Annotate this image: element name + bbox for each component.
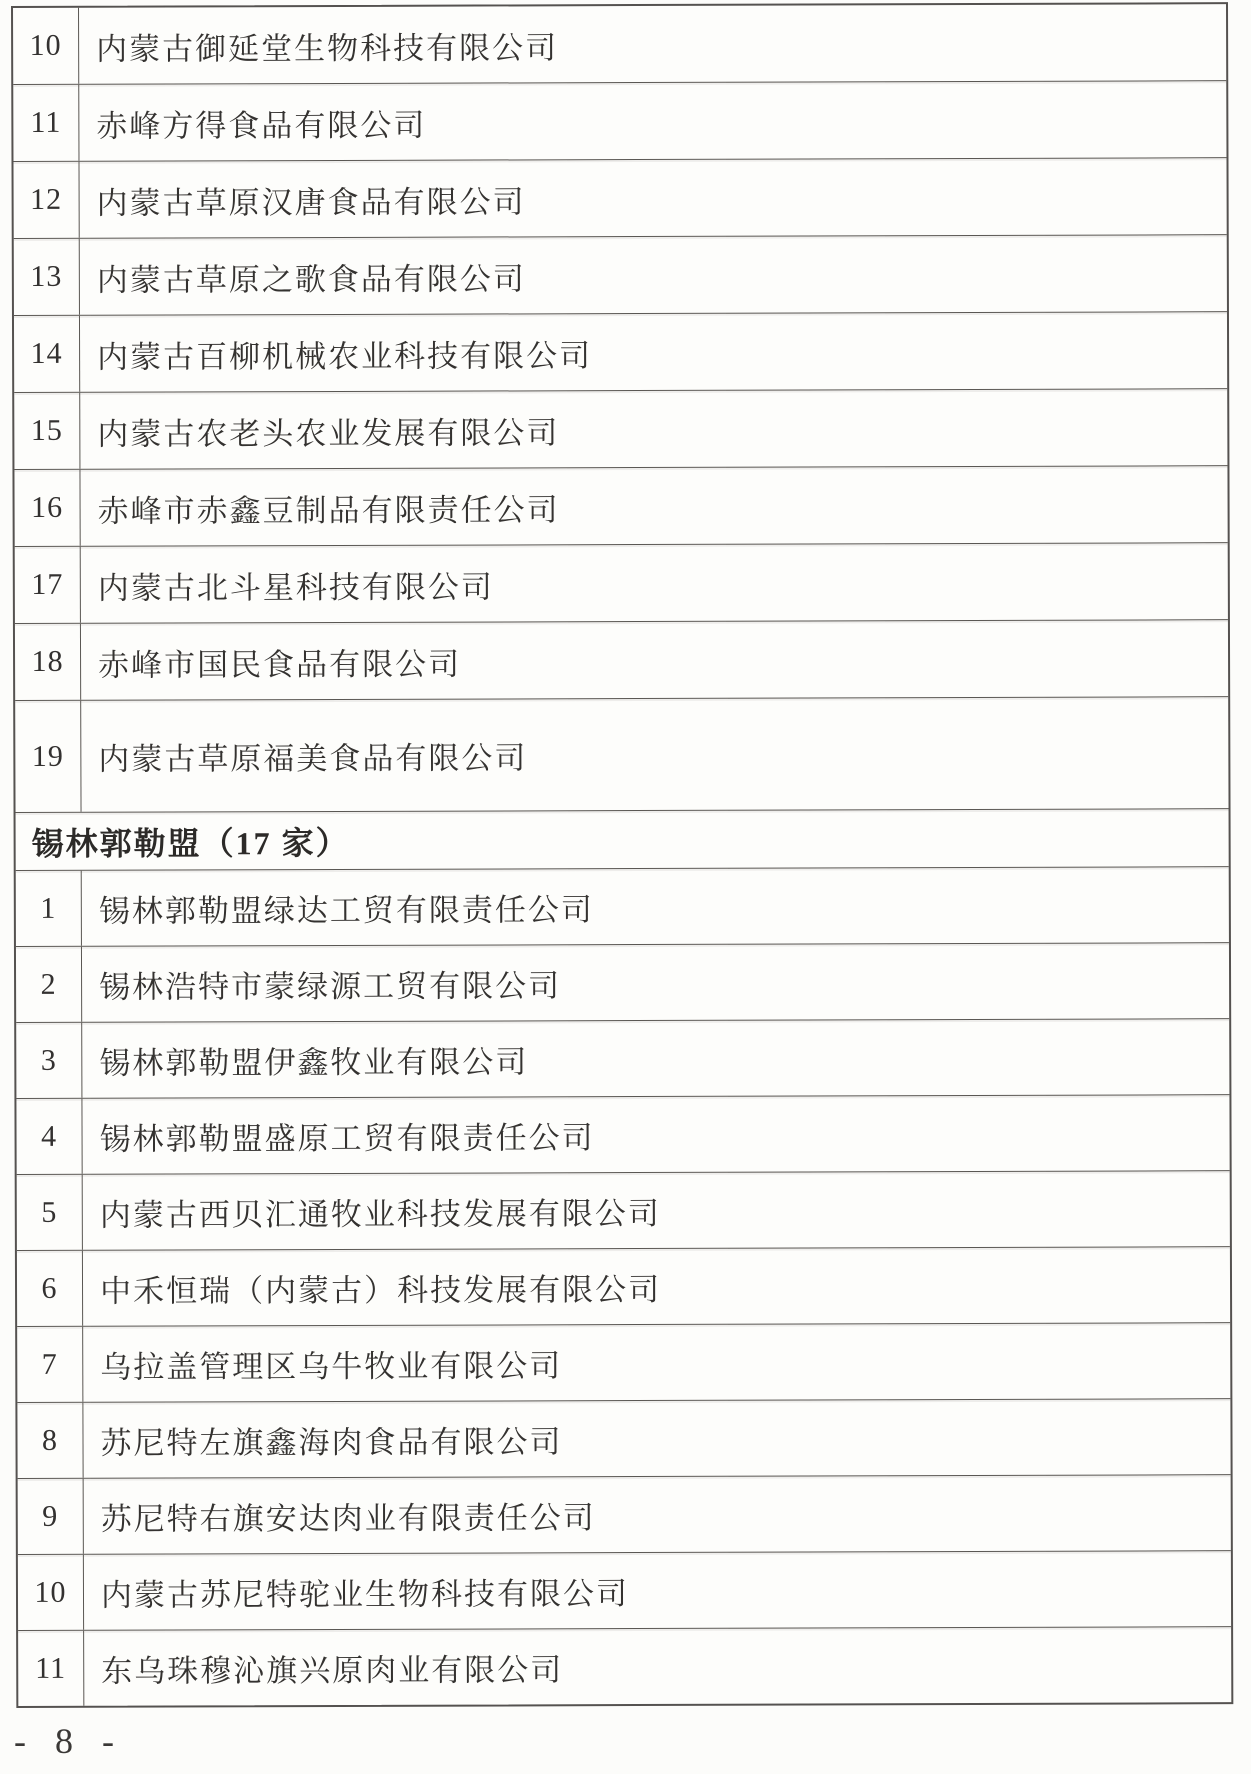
company-name: 苏尼特右旗安达肉业有限责任公司 (100, 1500, 596, 1537)
table-row (14, 235, 1227, 316)
table-row (15, 697, 1228, 813)
company-name: 内蒙古百柳机械农业科技有限公司 (97, 337, 593, 375)
table-row (15, 620, 1228, 701)
table-row (14, 466, 1227, 547)
table-row (15, 543, 1228, 624)
row-number: 2 (16, 947, 82, 1022)
row-number: 9 (18, 1479, 84, 1554)
company-name: 内蒙古御延堂生物科技有限公司 (96, 29, 559, 67)
company-name: 锡林郭勒盟伊鑫牧业有限公司 (99, 1044, 529, 1081)
company-name: 内蒙古北斗星科技有限公司 (97, 568, 494, 606)
row-number: 5 (17, 1175, 83, 1250)
company-table (11, 2, 1233, 1708)
row-number: 16 (14, 470, 80, 546)
company-name: 中禾恒瑞（内蒙古）科技发展有限公司 (99, 1271, 662, 1309)
row-number: 18 (15, 624, 81, 700)
company-name: 锡林郭勒盟绿达工贸有限责任公司 (98, 892, 594, 929)
row-number: 17 (15, 547, 81, 623)
row-number: 12 (13, 162, 79, 238)
company-name: 赤峰方得食品有限公司 (96, 107, 427, 144)
table-row (17, 1323, 1230, 1403)
company-name: 内蒙古草原之歌食品有限公司 (96, 260, 526, 298)
table-row (17, 1399, 1230, 1479)
table-row (14, 312, 1227, 393)
page-number: - 8 - (14, 1721, 117, 1761)
table-row (16, 867, 1229, 947)
company-name: 东乌珠穆沁旗兴原肉业有限公司 (101, 1652, 564, 1689)
row-number: 7 (17, 1327, 83, 1402)
company-name: 内蒙古苏尼特驼业生物科技有限公司 (100, 1576, 630, 1613)
table-row (18, 1551, 1231, 1631)
company-name: 内蒙古西贝汇通牧业科技发展有限公司 (99, 1195, 661, 1233)
table-row (13, 158, 1226, 239)
company-name: 内蒙古草原汉唐食品有限公司 (96, 183, 526, 221)
company-name: 内蒙古农老头农业发展有限公司 (97, 414, 560, 452)
row-number: 8 (17, 1403, 83, 1478)
company-name: 赤峰市赤鑫豆制品有限责任公司 (97, 491, 560, 529)
table-row (16, 1095, 1229, 1175)
company-name: 苏尼特左旗鑫海肉食品有限公司 (100, 1424, 563, 1461)
row-number: 19 (15, 701, 81, 812)
table-row (17, 1247, 1230, 1327)
table-row (16, 1019, 1229, 1099)
company-name: 赤峰市国民食品有限公司 (98, 646, 462, 683)
row-number: 11 (13, 85, 79, 161)
table-row (18, 1627, 1231, 1706)
section-header-row (16, 809, 1229, 871)
row-number: 10 (13, 8, 79, 84)
row-number: 10 (18, 1555, 84, 1630)
row-number: 13 (14, 239, 80, 315)
company-name: 内蒙古草原福美食品有限公司 (98, 740, 528, 777)
table-row (14, 389, 1227, 470)
company-name: 锡林郭勒盟盛原工贸有限责任公司 (99, 1120, 595, 1157)
company-name: 乌拉盖管理区乌牛牧业有限公司 (100, 1348, 563, 1385)
row-number: 6 (17, 1251, 83, 1326)
table-row (13, 81, 1226, 162)
row-number: 15 (14, 393, 80, 469)
table-row (13, 4, 1226, 85)
company-name: 锡林浩特市蒙绿源工贸有限公司 (99, 968, 562, 1005)
row-number: 3 (16, 1023, 82, 1098)
table-row (18, 1475, 1231, 1555)
section-header-label: 锡林郭勒盟（17 家） (31, 824, 350, 862)
row-number: 1 (16, 871, 82, 946)
row-number: 11 (18, 1631, 84, 1706)
row-number: 14 (14, 316, 80, 392)
table-row (16, 943, 1229, 1023)
table-row (17, 1171, 1230, 1251)
row-number: 4 (16, 1099, 82, 1174)
